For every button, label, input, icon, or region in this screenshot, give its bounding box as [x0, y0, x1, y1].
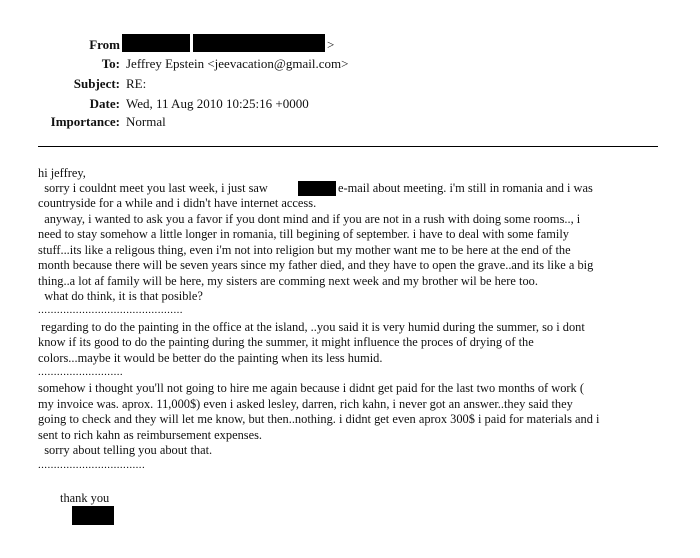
- separator-dots: ..............................................: [38, 304, 183, 316]
- date-value: Wed, 11 Aug 2010 10:25:16 +0000: [126, 96, 309, 111]
- body-line: countryside for a while and i didn't have internet access.: [38, 196, 317, 210]
- redaction-block: [72, 506, 114, 525]
- body-line: my invoice was. aprox. 11,000$) even i asked lesley, darren, rich kahn, i never got an answer..they said they: [38, 397, 573, 411]
- redaction-block: [193, 34, 325, 52]
- body-line: know if its good to do the painting during the summer, it might influence the proces of drying of the: [38, 335, 534, 349]
- body-line: anyway, i wanted to ask you a favor if you dont mind and if you are not in a rush with doing some rooms.., i: [38, 212, 581, 226]
- redaction-block: [122, 34, 190, 52]
- to-value: Jeffrey Epstein <jeevacation@gmail.com>: [126, 56, 349, 71]
- body-line: sorry i couldnt meet you last week, i just saw: [38, 181, 268, 195]
- body-line: going to check and they will let me know, but then..nothing. i didnt get even aprox 300$ i paid for materials and i: [38, 412, 600, 426]
- from-label: From: [89, 37, 120, 52]
- signoff: thank you: [60, 491, 110, 505]
- body-line: somehow i thought you'll not going to hire me again because i didnt get paid for the last two months of work (: [38, 381, 584, 395]
- importance-label: Importance:: [50, 114, 120, 129]
- body-line: stuff...its like a religous thing, even i'm not into religion but my mother want me to be here at the end of the: [38, 243, 571, 257]
- body-line: colors...maybe it would be better do the painting when its less humid.: [38, 351, 383, 365]
- redaction-block: [298, 181, 336, 196]
- body-line: e-mail about meeting. i'm still in romania and i was: [338, 181, 593, 195]
- body-line: need to stay somehow a little longer in romania, till begining of september. i have to deal with some family: [38, 227, 569, 241]
- body-line: sorry about telling you about that.: [38, 443, 213, 457]
- header-divider: [38, 146, 658, 147]
- body-line: what do think, it is that posible?: [38, 289, 203, 303]
- subject-label: Subject:: [73, 76, 120, 91]
- greeting: hi jeffrey,: [38, 166, 86, 180]
- from-suffix: >: [327, 37, 335, 52]
- to-label: To:: [101, 56, 120, 71]
- date-label: Date:: [89, 96, 120, 111]
- importance-value: Normal: [126, 114, 166, 129]
- separator-dots: ..................................: [38, 459, 146, 471]
- body-line: sent to rich kahn as reimbursement expenses.: [38, 428, 262, 442]
- body-line: month because there will be seven years since my father died, and they have to open the grave..and its like a big: [38, 258, 594, 272]
- separator-dots: ...........................: [38, 366, 124, 378]
- body-line: regarding to do the painting in the office at the island, ..you said it is very humid during the summer, so i dont: [38, 320, 585, 334]
- body-line: thing..a lot af family will be here, my sisters are comming next week and my brother wil be here too.: [38, 274, 538, 288]
- subject-value: RE:: [126, 76, 147, 91]
